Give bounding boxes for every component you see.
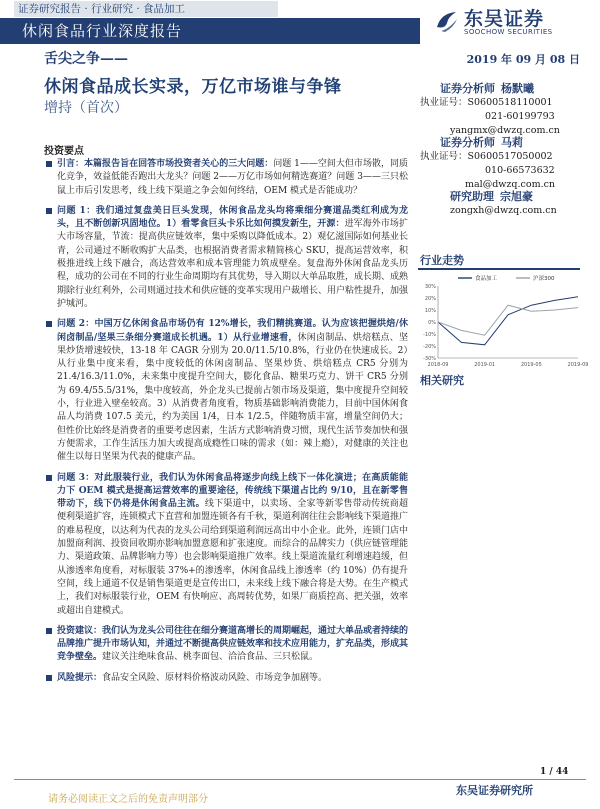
- x-tick-label: 2018-09: [427, 362, 449, 368]
- footer-rule: [14, 779, 586, 780]
- analyst-2-cert: 执业证号：S0600517050002: [420, 151, 553, 162]
- report-series-banner: 休闲食品行业深度报告: [0, 18, 420, 44]
- para-risk: 风险提示：食品安全风险、原材料价格波动风险、市场竞争加剧等。: [46, 672, 408, 685]
- bullet-square-icon: [46, 475, 52, 481]
- para-intro: 引言：本篇报告旨在回答市场投资者关心的三大问题：问题 1——空间大但市场散，同质化竞争，效益低能否跑出大龙头？问题 2——万亿市场如何精选赛道？问题 3——三只松鼠上市后引发思考，线上线下渠道之争会如何终结，OEM 模式是否能成功？: [46, 158, 408, 198]
- bullet-square-icon: [46, 208, 52, 214]
- series-line-1: [438, 305, 578, 335]
- y-tick-label: 10%: [424, 308, 436, 314]
- report-date: 2019 年 09 月 08 日: [466, 53, 580, 66]
- analyst-3-heading: 研究助理 宗旭豪: [450, 190, 534, 203]
- para-investment-advice: 投资建议：我们认为龙头公司往往在细分赛道高增长的周期崛起，通过大单品或者持续的品牌推广提升市场认知，并通过不断提高供应链效率和技术应用能力，扩充品类，形成其竞争壁垒。建议关注绝味食品、桃李面包、洽洽食品、三只松鼠。: [46, 625, 408, 665]
- footer-disclaimer: 请务必阅读正文之后的免责声明部分: [48, 794, 208, 805]
- report-breadcrumb: 证券研究报告 · 行业研究 · 食品加工: [14, 1, 278, 17]
- report-rating: 增持（首次）: [44, 100, 128, 116]
- y-tick-label: 20%: [424, 296, 436, 302]
- logo-text-en: SOOCHOW SECURITIES: [464, 28, 553, 36]
- bullet-square-icon: [46, 161, 52, 167]
- y-tick-label: 0%: [428, 320, 436, 326]
- y-tick-label: 30%: [424, 284, 436, 290]
- soochow-logo: [430, 4, 595, 40]
- report-subtitle: 舌尖之争——: [44, 51, 128, 67]
- para-question-2: 问题 2：中国万亿休闲食品市场仍有 12%增长，我们精挑赛道。认为应该把握烘焙/休闲卤制品/坚果三条细分赛道成长机遇。1）从行业增速看，休闲卤制品、烘焙糕点、坚果炒货增速较快，13-18 年 CAGR 分别为 20.0/11.5/10.8%，行业仍在快速成长。2）从行业集中度来看，集中度较低的休闲卤制品、坚果炒货、烘焙糕点 CR5 分别为 21.4/16.3/11.0%，未来集中度提升空间大，膨化食品、糖果巧克力、饼干 CR5 分别为 69.4/55.5/31%，集中度较高，外企龙头已提前占领市场及渠道，集中度提升空间较小，行业进入壁垒较高。3）从消费者角度看，物质基础影响消费能力，目前中国休闲食品人均消费 107.5 美元，约为美国 1/4，日本 1/2.5，伴随物质丰富，增量空间仍大；但性价比始终是消费者的重要考虑因素，生活方式影响消费习惯，现代生活节奏加快和强方便需求，工作生活压力加大或提高成瘾性口味的需求（如：辣上瘾），对健康的关注也催生以每日坚果为代表的健康产品。: [46, 318, 408, 464]
- series-line-0: [438, 297, 578, 345]
- analyst-1-email[interactable]: yangmx@dwzq.com.cn: [450, 125, 560, 136]
- para-question-3: 问题 3：对此服装行业，我们认为休闲食品将逐步向线上线下一体化演进；在高质能能力下 OEM 模式是提高运营效率的重要途径，传统线下渠道占比约 9/10，且在新零售带动下，线下仍将是休闲食品主流。线下渠道中，以卖场、全家等新零售带动传统商超便利渠道扩容，连锁模式下直营和加盟连锁各有千秋，渠道利润往往会影响线下渠道推广的难易程度，以达利为代表的龙头公司给到渠道利润远高出中小企业。此外，连锁门店中加盟商利润、投资回收期亦影响加盟意愿和扩张速度。而综合的品牌实力（供应链管理能力、渠道政策、品牌影响力等）也会影响渠道推广效率。线上渠道流量红利增速趋缓，但从渗透率角度看，对标服装 37%+的渗透率，休闲食品线上渗透率（约 10%）仍有提升空间，线上通道不仅是销售渠道更是宣传出口，未来线上线下融合将是大势。在生产模式上，我们对标服装行业，OEM 有快响应、高周转优势，如果厂商质控高、把关强，效率或超出自建模式。: [46, 472, 408, 618]
- soochow-logo-mark-icon: [434, 7, 460, 33]
- para-question-1: 问题 1：我们通过复盘美日巨头发现，休闲食品龙头均将乘细分赛道品类红利成为龙头，且不断创新巩固地位。1）看零食巨头卡乐比如何摸发新生，开源：进军海外市场扩大市场容量，节流：提高供应链效率，集中采购以降低成本。2）观亿滋国际如何基业长青，公司通过不断收购扩大品类，也根据消费者需求精简核心 SKU，提高运营效率，积极推进线上线下融合，高达营效率和成本管理能力筑成壁垒。复盘海外休闲食品龙头历程，成功的公司在不同的行业生命周期均有其优势，导入期以大单品取胜，成长期、成熟期除行业红利外，公司则通过技术和供应链的变革实现用户裁增长、用户粘性提升，加强护城河。: [46, 205, 408, 311]
- analyst-2-email[interactable]: mal@dwzq.com.cn: [465, 179, 556, 190]
- analyst-2-heading: 证券分析师 马莉: [440, 136, 524, 149]
- y-tick-label: -30%: [423, 356, 436, 362]
- bullet-square-icon: [46, 628, 52, 634]
- analyst-2-phone: 010-66573632: [485, 165, 555, 176]
- x-tick-label: 2019-01: [474, 362, 496, 368]
- industry-trend-rule: [418, 268, 580, 270]
- industry-trend-label: 行业走势: [420, 254, 464, 267]
- analyst-1-phone: 021-60199793: [485, 111, 555, 122]
- x-tick-label: 2019-05: [520, 362, 542, 368]
- analyst-1-cert: 执业证号：S0600518110001: [420, 97, 553, 108]
- footer-institute: 东吴证券研究所: [456, 784, 533, 797]
- analyst-3-email[interactable]: zongxh@dwzq.com.cn: [450, 205, 557, 216]
- logo-text-cn: 东吴证券: [464, 8, 545, 30]
- industry-trend-chart: [418, 272, 589, 374]
- investment-heading: 投资要点: [44, 146, 84, 157]
- y-tick-label: -20%: [423, 344, 436, 350]
- bullet-square-icon: [46, 321, 52, 327]
- x-tick-label: 2019-09: [567, 362, 589, 368]
- report-title: 休闲食品成长实录，万亿市场谁与争锋: [44, 77, 342, 97]
- bullet-square-icon: [46, 675, 52, 681]
- investment-body: [46, 158, 408, 692]
- legend-label-0: 食品加工: [475, 276, 498, 282]
- page-number: 1 / 44: [540, 767, 569, 777]
- legend-label-1: 沪深300: [533, 276, 555, 282]
- analyst-1-heading: 证券分析师 杨默曦: [440, 82, 535, 95]
- y-tick-label: -10%: [423, 332, 436, 338]
- related-research-label: 相关研究: [420, 374, 464, 387]
